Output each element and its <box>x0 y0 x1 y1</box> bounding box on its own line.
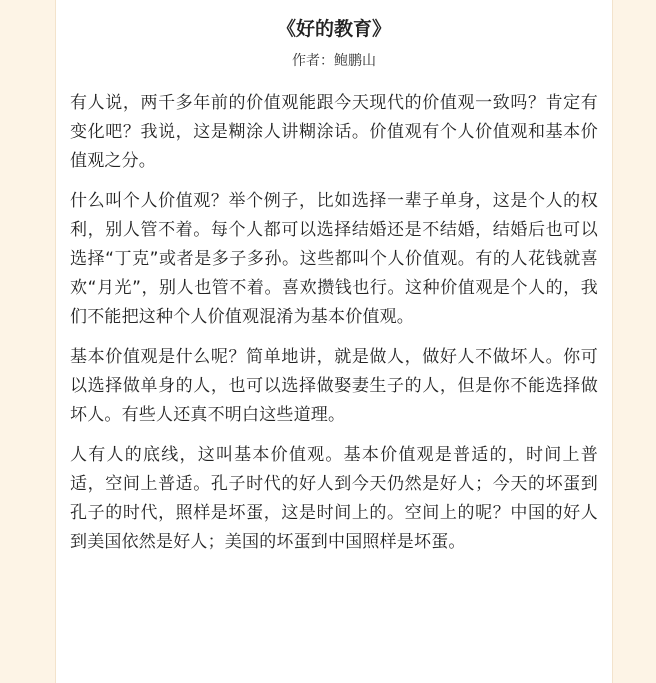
article-author: 作者：鲍鹏山 <box>292 53 376 69</box>
article-body <box>70 89 598 557</box>
article-title: 《好的教育》 <box>276 18 391 40</box>
article-paragraph: 基本价值观是什么呢？简单地讲，就是做人，做好人不做坏人。你可以选择做单身的人，也可以选择做娶妻生子的人，但是你不能选择做坏人。有些人还真不明白这些道理。 <box>70 347 598 425</box>
article-paragraph: 什么叫个人价值观？举个例子，比如选择一辈子单身，这是个人的权利，别人管不着。每个人都可以选择结婚还是不结婚，结婚后也可以选择“丁克”或者是多子多孙。这些都叫个人价值观。有的人花钱就喜欢“月光”，别人也管不着。喜欢攒钱也行。这种价值观是个人的，我们不能把这种个人价值观混淆为基本价值观。 <box>70 191 598 327</box>
article-paragraph: 人有人的底线，这叫基本价值观。基本价值观是普适的，时间上普适，空间上普适。孔子时代的好人到今天仍然是好人；今天的坏蛋到孔子的时代，照样是坏蛋，这是时间上的。空间上的呢？中国的好人到美国依然是好人；美国的坏蛋到中国照样是坏蛋。 <box>70 445 598 552</box>
article-paragraph: 有人说，两千多年前的价值观能跟今天现代的价值观一致吗？肯定有变化吧？我说，这是糊涂人讲糊涂话。价值观有个人价值观和基本价值观之分。 <box>70 93 598 171</box>
article-card <box>55 0 613 683</box>
